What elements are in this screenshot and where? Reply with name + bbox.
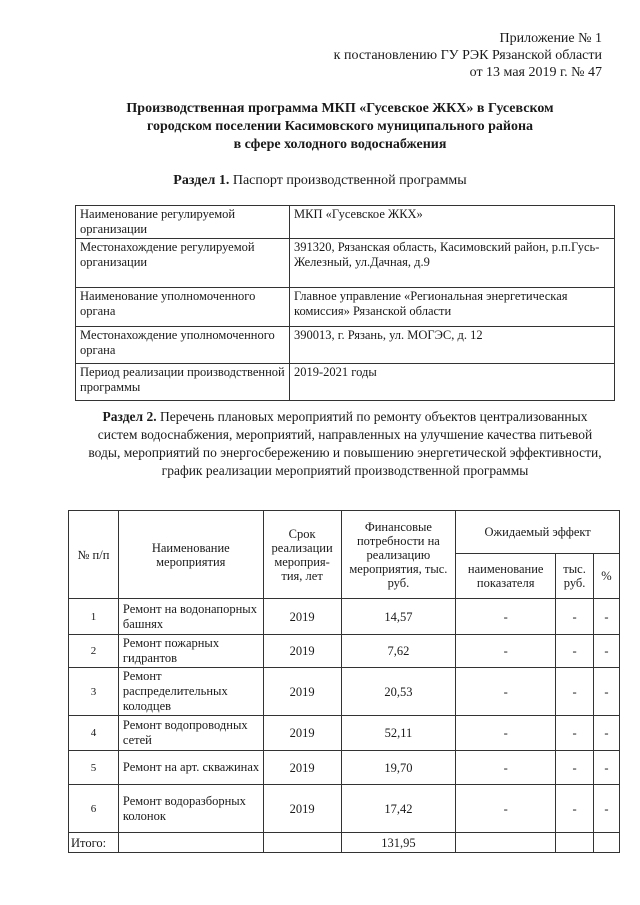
title-line-3: в сфере холодного водоснабжения — [233, 137, 447, 152]
measures-table — [68, 510, 620, 853]
row-year: 2019 — [263, 751, 341, 785]
section-2-number: Раздел 2. — [102, 409, 157, 424]
total-value: 131,95 — [341, 833, 456, 853]
passport-label: Наименование уполномоченного органа — [76, 288, 290, 327]
passport-row — [76, 239, 615, 288]
row-pct: - — [594, 716, 620, 751]
section-1-text: Паспорт производственной программы — [232, 173, 467, 188]
row-finance: 20,53 — [341, 668, 456, 716]
passport-row — [76, 364, 615, 401]
header-finance: Финансовые потребности на реализацию мероприятия, тыс. руб. — [341, 511, 456, 599]
row-pct: - — [594, 635, 620, 668]
table-row — [69, 751, 620, 785]
row-indicator: - — [456, 785, 556, 833]
row-pct: - — [594, 668, 620, 716]
row-pct: - — [594, 751, 620, 785]
row-year: 2019 — [263, 635, 341, 668]
title-line-2: городском поселении Касимовского муниципального района — [146, 119, 534, 134]
table-row — [69, 635, 620, 668]
row-pct: - — [594, 785, 620, 833]
row-num: 2 — [69, 635, 119, 668]
row-num: 6 — [69, 785, 119, 833]
passport-row — [76, 206, 615, 239]
row-name: Ремонт на водонапорных башнях — [118, 599, 263, 635]
row-name: Ремонт распределительных колодцев — [118, 668, 263, 716]
passport-value: Главное управление «Региональная энергетическая комиссия» Рязанской области — [290, 288, 615, 327]
row-indicator: - — [456, 716, 556, 751]
row-finance: 19,70 — [341, 751, 456, 785]
passport-table — [75, 205, 615, 401]
row-num: 3 — [69, 668, 119, 716]
passport-label: Местонахождение уполномоченного органа — [76, 327, 290, 364]
row-year: 2019 — [263, 716, 341, 751]
total-empty — [263, 833, 341, 853]
table-row — [69, 668, 620, 716]
row-rub: - — [556, 716, 594, 751]
table-total-row — [69, 833, 620, 853]
total-empty — [556, 833, 594, 853]
total-empty — [594, 833, 620, 853]
row-year: 2019 — [263, 599, 341, 635]
row-rub: - — [556, 751, 594, 785]
passport-row — [76, 327, 615, 364]
row-finance: 17,42 — [341, 785, 456, 833]
row-indicator: - — [456, 751, 556, 785]
section-2-text: Перечень плановых мероприятий по ремонту объектов централизованных систем водоснабжения, мероприятий, направленных на улучшение качества питьевой воды, мероприятий по энергосбережению и повышению энергетической эффективности, график реализации мероприятий производственной программы — [88, 409, 602, 478]
row-year: 2019 — [263, 668, 341, 716]
table-header-row — [69, 511, 620, 554]
header-num: № п/п — [69, 511, 119, 599]
appendix-line-1: Приложение № 1 — [499, 31, 602, 46]
table-row — [69, 716, 620, 751]
row-finance: 7,62 — [341, 635, 456, 668]
header-name: Наименование мероприятия — [118, 511, 263, 599]
header-indicator: наименование показателя — [456, 554, 556, 599]
row-name: Ремонт водопроводных сетей — [118, 716, 263, 751]
header-rub: тыс. руб. — [556, 554, 594, 599]
row-finance: 52,11 — [341, 716, 456, 751]
passport-value: 391320, Рязанская область, Касимовский район, р.п.Гусь-Железный, ул.Дачная, д.9 — [290, 239, 615, 288]
row-name: Ремонт на арт. скважинах — [118, 751, 263, 785]
appendix-note — [334, 30, 602, 81]
header-pct: % — [594, 554, 620, 599]
passport-label: Наименование регулируемой организации — [76, 206, 290, 239]
appendix-line-2: к постановлению ГУ РЭК Рязанской области — [333, 48, 602, 63]
row-name: Ремонт пожарных гидрантов — [118, 635, 263, 668]
row-indicator: - — [456, 668, 556, 716]
row-finance: 14,57 — [341, 599, 456, 635]
row-year: 2019 — [263, 785, 341, 833]
passport-row — [76, 288, 615, 327]
table-row — [69, 599, 620, 635]
row-pct: - — [594, 599, 620, 635]
section-1-number: Раздел 1. — [173, 173, 230, 188]
section-1-heading — [0, 172, 640, 190]
section-2-heading — [85, 408, 605, 480]
row-num: 4 — [69, 716, 119, 751]
document-title — [80, 100, 600, 154]
row-num: 5 — [69, 751, 119, 785]
total-label: Итого: — [69, 833, 119, 853]
row-num: 1 — [69, 599, 119, 635]
row-rub: - — [556, 635, 594, 668]
appendix-line-3: от 13 мая 2019 г. № 47 — [469, 65, 602, 80]
passport-label: Период реализации производственной программы — [76, 364, 290, 401]
row-rub: - — [556, 599, 594, 635]
header-term: Срок реализации мероприя-тия, лет — [263, 511, 341, 599]
row-rub: - — [556, 785, 594, 833]
row-rub: - — [556, 668, 594, 716]
title-line-1: Производственная программа МКП «Гусевское ЖКХ» в Гусевском — [126, 101, 554, 116]
passport-value: 2019-2021 годы — [290, 364, 615, 401]
total-empty — [456, 833, 556, 853]
row-indicator: - — [456, 635, 556, 668]
passport-value: МКП «Гусевское ЖКХ» — [290, 206, 615, 239]
passport-label: Местонахождение регулируемой организации — [76, 239, 290, 288]
row-indicator: - — [456, 599, 556, 635]
table-row — [69, 785, 620, 833]
passport-value: 390013, г. Рязань, ул. МОГЭС, д. 12 — [290, 327, 615, 364]
row-name: Ремонт водоразборных колонок — [118, 785, 263, 833]
total-empty — [118, 833, 263, 853]
header-effect: Ожидаемый эффект — [456, 511, 620, 554]
